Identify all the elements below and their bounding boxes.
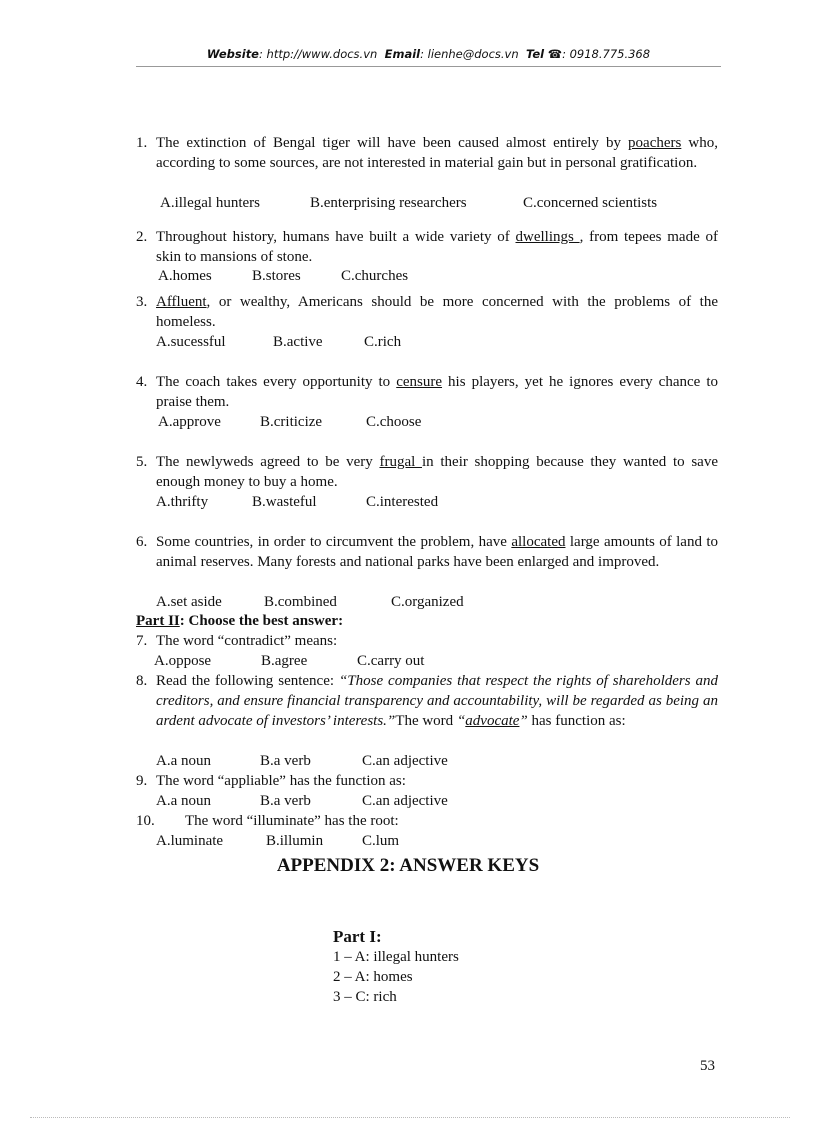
question-9	[136, 771, 718, 791]
question-2	[136, 227, 718, 267]
question-3-options	[156, 332, 401, 352]
question-number: 7.	[136, 633, 148, 649]
option-b: B.stores	[252, 268, 301, 284]
option-c: C.interested	[366, 494, 439, 510]
option-b: B.criticize	[260, 414, 323, 430]
question-9-options	[156, 791, 448, 811]
question-3	[136, 292, 718, 332]
phone-icon: ☎	[547, 47, 563, 61]
option-a: A.oppose	[154, 653, 212, 669]
question-5-options	[156, 492, 438, 512]
target-word: allocated	[511, 534, 566, 550]
question-text: The word “illuminate” has the root:	[185, 813, 399, 829]
option-c: C.rich	[364, 334, 402, 350]
option-c: C.concerned scientists	[523, 195, 658, 211]
tel-value: : 0918.775.368	[562, 47, 651, 61]
question-text: The coach takes every opportunity to censure his players, yet he ignores every chance to praise them.	[156, 374, 719, 410]
question-4	[136, 372, 718, 412]
option-b: B.agree	[261, 653, 308, 669]
question-number: 10.	[136, 813, 155, 829]
option-a: A.luminate	[156, 833, 224, 849]
quoted-sentence: “Those companies that respect the rights of shareholders and creditors, and ensure financial transparency and accountability, will be regarded as being an ardent advocate of investors’ interests.”	[156, 673, 718, 729]
target-word: advocate	[465, 713, 520, 729]
question-7	[136, 631, 718, 651]
page-number: 53	[700, 1058, 715, 1074]
option-b: B.a verb	[260, 793, 311, 809]
option-c: C.organized	[391, 594, 464, 610]
question-1-options	[160, 193, 657, 213]
option-b: B.illumin	[266, 833, 324, 849]
question-number: 5.	[136, 454, 148, 470]
option-a: A.a noun	[156, 753, 211, 769]
option-b: B.active	[273, 334, 323, 350]
target-word: poachers	[628, 135, 682, 151]
website-label: Website	[206, 47, 259, 61]
question-number: 3.	[136, 294, 148, 310]
option-b: B.wasteful	[252, 494, 317, 510]
question-text: The word “contradict” means:	[156, 633, 338, 649]
answer-keys	[333, 927, 459, 1007]
question-text: The extinction of Bengal tiger will have been caused almost entirely by poachers who, according to some sources, are not interested in material gain but in personal gratification.	[156, 135, 718, 171]
option-b: B.combined	[264, 594, 337, 610]
question-10-options	[156, 831, 399, 851]
option-a: A.a noun	[156, 793, 211, 809]
website-value: : http://www.docs.vn	[259, 47, 378, 61]
question-6-options	[156, 592, 464, 612]
part-2-title: Part II: Choose the best answer:	[136, 613, 344, 629]
page-header	[136, 47, 721, 61]
option-c: C.churches	[341, 268, 409, 284]
question-text: Some countries, in order to circumvent the problem, have allocated large amounts of land to animal reserves. Many forests and national parks have been enlarged and improved.	[156, 534, 719, 570]
header-rule	[136, 66, 721, 67]
answer-keys-title: Part I:	[333, 927, 382, 946]
option-c: C.an adjective	[362, 753, 448, 769]
email-label: Email	[384, 47, 421, 61]
question-number: 4.	[136, 374, 148, 390]
question-6	[136, 532, 718, 572]
target-word: censure	[396, 374, 443, 390]
question-number: 8.	[136, 673, 148, 689]
answer-key-item: 3 – C: rich	[333, 989, 397, 1005]
tel-label: Tel	[525, 47, 545, 61]
question-number: 6.	[136, 534, 148, 550]
option-a: A.set aside	[156, 594, 222, 610]
option-c: C.choose	[366, 414, 422, 430]
question-text: Throughout history, humans have built a wide variety of dwellings , from tepees made of skin to mansions of stone.	[156, 229, 718, 265]
option-c: C.an adjective	[362, 793, 448, 809]
target-word: Affluent	[156, 294, 207, 310]
question-5	[136, 452, 718, 492]
option-a: A.illegal hunters	[160, 195, 260, 211]
answer-key-item: 2 – A: homes	[333, 969, 413, 985]
question-text: The word “appliable” has the function as:	[156, 773, 406, 789]
footer-divider	[30, 1117, 790, 1118]
option-c: C.carry out	[357, 653, 425, 669]
option-a: A.sucessful	[156, 334, 226, 350]
question-8-options	[156, 751, 448, 771]
question-4-options	[158, 412, 421, 432]
target-word: dwellings	[515, 229, 580, 245]
question-number: 2.	[136, 229, 148, 245]
answer-key-item: 1 – A: illegal hunters	[333, 949, 459, 965]
option-a: A.thrifty	[156, 494, 209, 510]
option-c: C.lum	[362, 833, 400, 849]
question-number: 9.	[136, 773, 148, 789]
question-8	[136, 671, 718, 731]
question-1	[136, 133, 718, 173]
question-10	[136, 811, 718, 831]
option-a: A.homes	[158, 268, 212, 284]
option-b: B.a verb	[260, 753, 311, 769]
question-number: 1.	[136, 135, 148, 151]
target-word: frugal	[379, 454, 422, 470]
question-2-options	[158, 266, 408, 286]
option-b: B.enterprising researchers	[310, 195, 467, 211]
question-text: The newlyweds agreed to be very frugal in their shopping because they wanted to save enough money to buy a home.	[156, 454, 718, 490]
appendix-title: APPENDIX 2: ANSWER KEYS	[276, 855, 540, 876]
question-text: Affluent, or wealthy, Americans should be more concerned with the problems of the homeless.	[156, 294, 718, 330]
email-value: : lienhe@docs.vn	[420, 47, 519, 61]
question-text: Read the following sentence: “Those companies that respect the rights of shareholders and creditors, and ensure financial transparency and accountability, will be regarded as being an ardent advocate of investors’ interests.”The word “advocate” has function as:	[156, 673, 718, 729]
option-a: A.approve	[158, 414, 221, 430]
question-7-options	[154, 651, 424, 671]
